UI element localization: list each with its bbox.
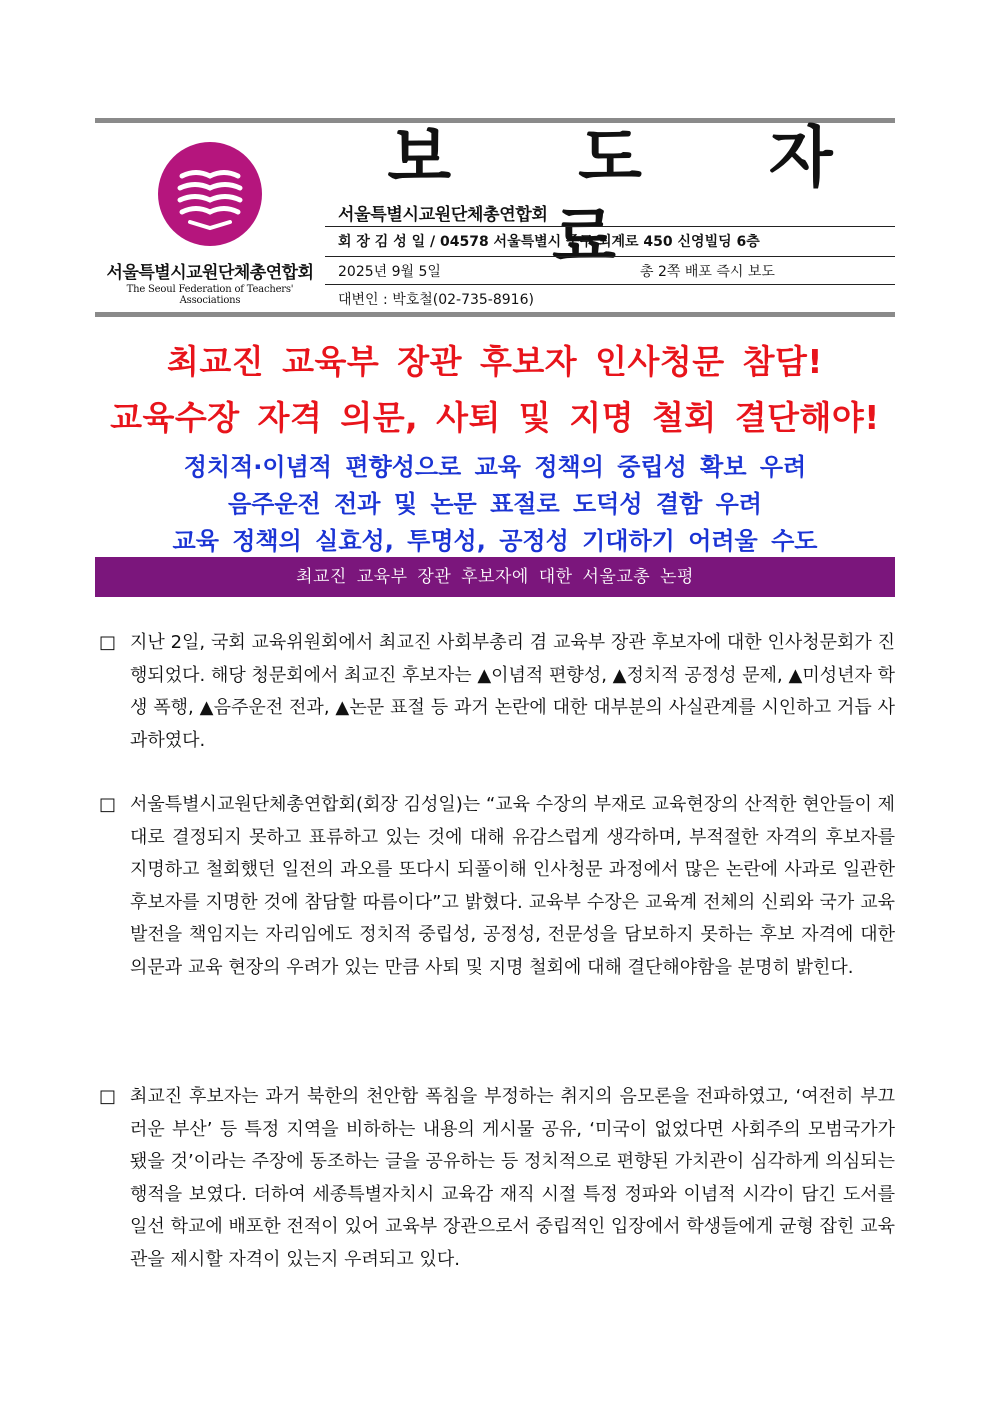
subheadline: 교육 정책의 실효성, 투명성, 공정성 기대하기 어려울 수도 (172, 527, 818, 555)
subheadline: 정치적·이념적 편향성으로 교육 정책의 중립성 확보 우려 (183, 453, 807, 481)
logo-org-name-korean: 서울특별시교원단체총연합회 (106, 263, 314, 283)
body-paragraph (95, 789, 895, 984)
subheadline: 음주운전 전과 및 논문 표절로 도덕성 결함 우려 (228, 490, 762, 518)
logo-org-name-english: The Seoul Federation of Teachers' Associations (126, 284, 294, 306)
issuing-organization: 서울특별시교원단체총연합회 (338, 205, 548, 225)
release-date: 2025년 9월 5일 (338, 264, 441, 280)
paragraph-text: 최교진 후보자는 과거 북한의 천안함 폭침을 부정하는 취지의 음모론을 전파하였고, ‘여전히 부끄러운 부산’ 등 특정 지역을 비하하는 내용의 게시물 공유, ‘미국이 없었다면 사회주의 모범국가가 됐을 것’이라는 주장에 동조하는 글을 공유하는 등 정치적으로 편향된 가치관이 심각하게 의심되는 행적을 보였다. 더하여 세종특별자치시 교육감 재직 시절 특정 정파와 이념적 시각이 담긴 도서를 일선 학교에 배포한 전적이 있어 교육부 장관으로서 중립적인 입장에서 학생들에게 균형 잡힌 교육관을 제시할 자격이 있는지 우려되고 있다. (130, 1086, 895, 1270)
press-release-title: 보 도 자 료 (387, 119, 885, 276)
header-bottom-rule (95, 312, 895, 317)
president-address-row (325, 226, 895, 253)
checkbox-bullet-icon: □ (99, 632, 117, 653)
headline-secondary: 교육수장 자격 의문, 사퇴 및 지명 철회 결단해야! (110, 398, 880, 437)
commentary-banner: 최교진 교육부 장관 후보자에 대한 서울교총 논평 (95, 557, 895, 597)
president-address: 회 장 김 성 일 / 04578 서울특별시 중구 퇴계로 450 신영빌딩 6층 (338, 234, 760, 250)
spokesperson-contact: 대변인 : 박호철(02-735-8916) (338, 292, 534, 308)
organization-logo (95, 128, 325, 308)
body-paragraph (95, 1081, 895, 1276)
logo-emblem-icon (158, 142, 262, 246)
headline-primary: 최교진 교육부 장관 후보자 인사청문 참담! (167, 342, 823, 381)
spokesperson-row (325, 284, 895, 313)
distribution-note: 총 2쪽 배포 즉시 보도 (640, 264, 775, 280)
paragraph-text: 서울특별시교원단체총연합회(회장 김성일)는 “교육 수장의 부재로 교육현장의 산적한 현안들이 제대로 결정되지 못하고 표류하고 있는 것에 대해 유감스럽게 생각하며, 부적절한 자격의 후보자를 지명하고 철회했던 일전의 과오를 또다시 되풀이해 인사청문 과정에서 많은 논란에 사과로 일관한 후보자를 지명한 것에 참담할 따름이다”고 밝혔다. 교육부 수장은 교육계 전체의 신뢰와 국가 교육 발전을 책임지는 자리임에도 정치적 중립성, 공정성, 전문성을 담보하지 못하는 후보 자격에 대한 의문과 교육 현장의 우려가 있는 만큼 사퇴 및 지명 철회에 대해 결단해야함을 분명히 밝힌다. (130, 794, 895, 978)
checkbox-bullet-icon: □ (99, 1086, 117, 1107)
paragraph-text: 지난 2일, 국회 교육위원회에서 최교진 사회부총리 겸 교육부 장관 후보자에 대한 인사청문회가 진행되었다. 해당 청문회에서 최교진 후보자는 ▲이념적 편향성, ▲정치적 공정성 문제, ▲미성년자 학생 폭행, ▲음주운전 전과, ▲논문 표절 등 과거 논란에 대한 대부분의 사실관계를 시인하고 거듭 사과하였다. (130, 632, 895, 751)
checkbox-bullet-icon: □ (99, 794, 117, 815)
date-distribution-row (325, 256, 895, 285)
body-paragraph (95, 627, 895, 757)
